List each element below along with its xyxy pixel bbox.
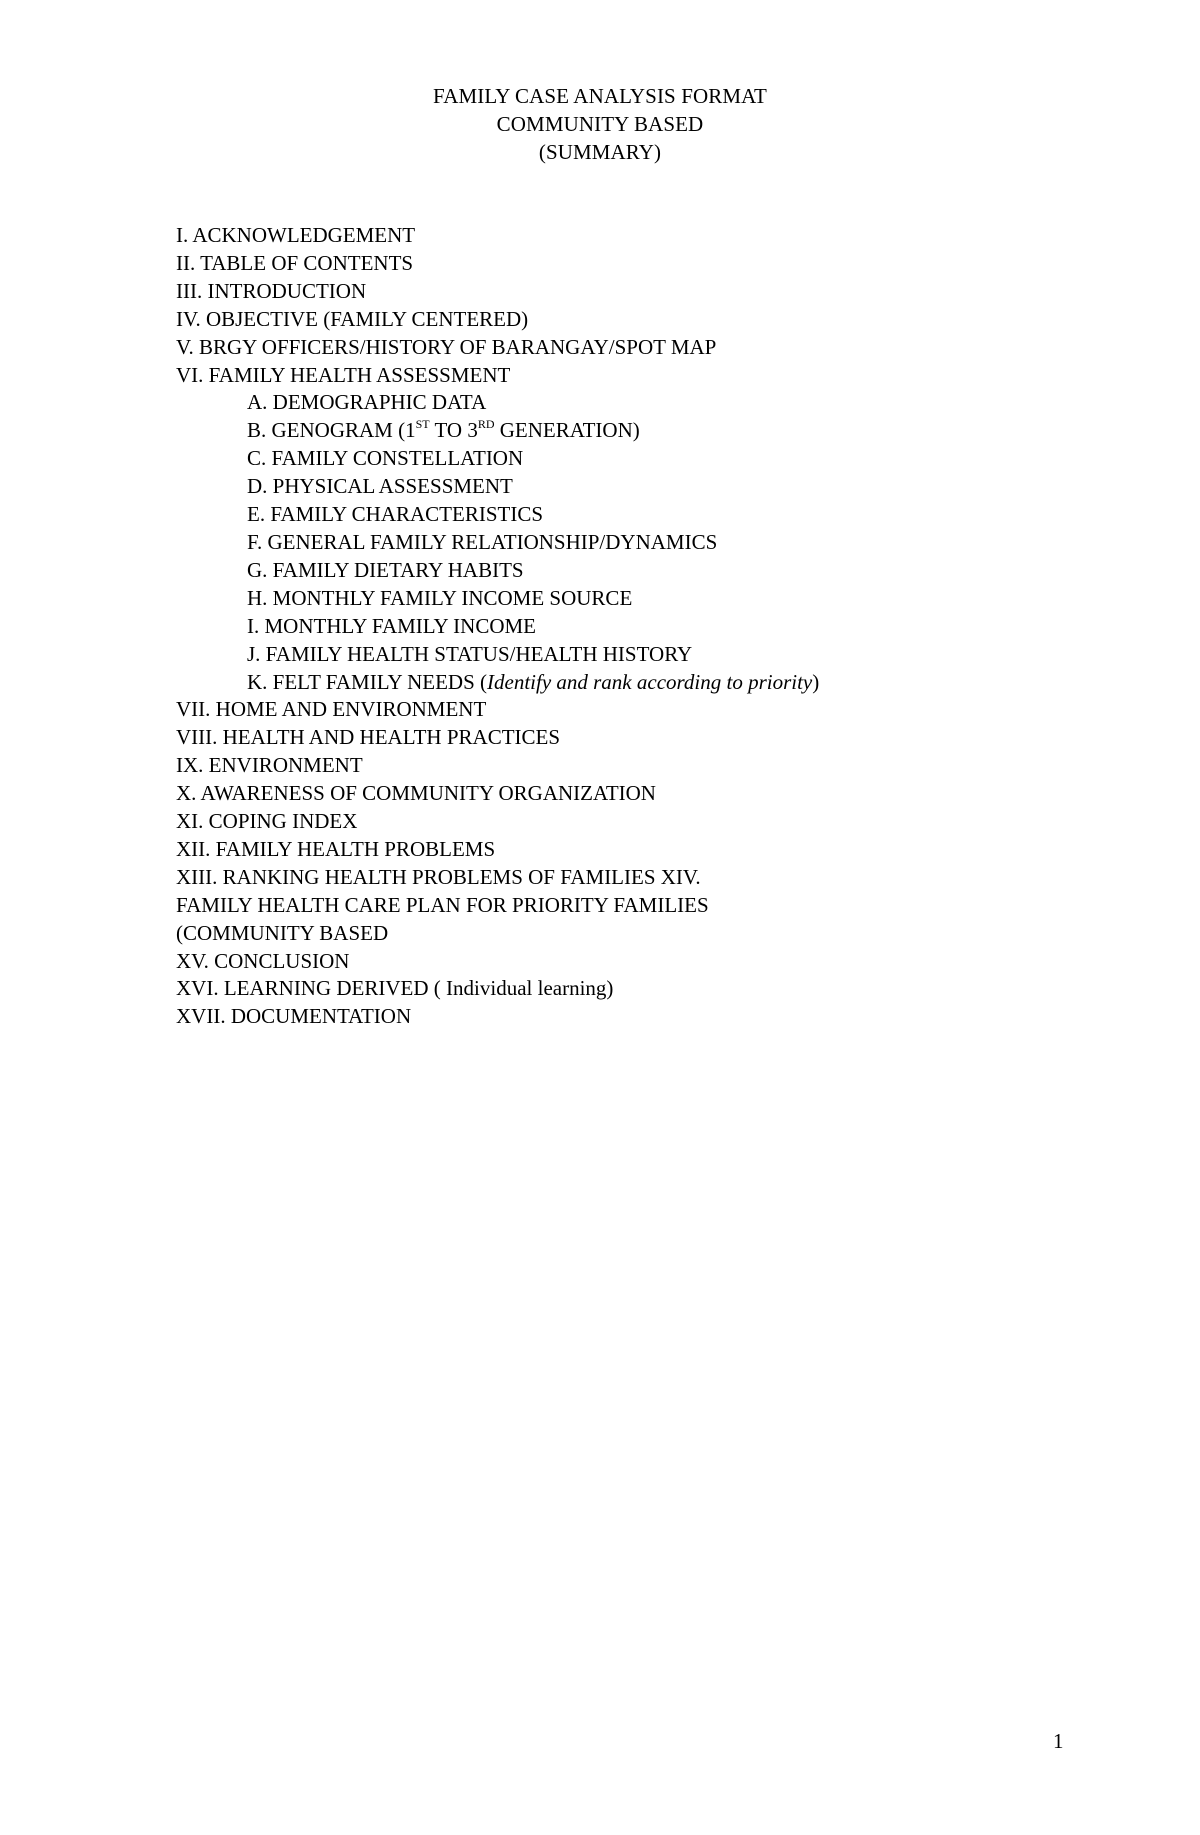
genogram-text-suffix: GENERATION) [494,418,640,443]
toc-item: III. INTRODUCTION [176,278,367,303]
felt-needs-suffix: ) [812,669,820,694]
title-line-3: (SUMMARY) [538,140,662,164]
toc-subitem: J. FAMILY HEALTH STATUS/HEALTH HISTORY [247,641,693,666]
document-title [0,82,1200,166]
table-of-contents [176,222,1076,1031]
toc-item: XVI. LEARNING DERIVED ( Individual learning) [176,976,614,1001]
toc-item: XIII. RANKING HEALTH PROBLEMS OF FAMILIES XIV. [176,864,701,889]
toc-item: XI. COPING INDEX [176,809,358,834]
toc-item: XV. CONCLUSION [176,948,350,973]
toc-subitem: D. PHYSICAL ASSESSMENT [247,474,513,499]
superscript-rd: RD [477,417,495,432]
toc-subitem: E. FAMILY CHARACTERISTICS [247,502,543,527]
toc-item: XVII. DOCUMENTATION [176,1004,412,1029]
superscript-st: ST [415,417,430,432]
toc-subitem: I. MONTHLY FAMILY INCOME [247,613,536,638]
toc-item: X. AWARENESS OF COMMUNITY ORGANIZATION [176,781,656,806]
toc-item: IX. ENVIRONMENT [176,753,363,778]
toc-subitem: G. FAMILY DIETARY HABITS [247,557,524,582]
genogram-text-prefix: B. GENOGRAM (1 [247,418,416,443]
toc-subitem-genogram [176,417,1076,445]
title-line-2: COMMUNITY BASED [496,112,704,136]
toc-item: FAMILY HEALTH CARE PLAN FOR PRIORITY FAMILIES [176,892,709,917]
toc-subitem-felt-needs [176,669,1076,697]
toc-item: I. ACKNOWLEDGEMENT [176,223,416,247]
toc-item: XII. FAMILY HEALTH PROBLEMS [176,836,496,861]
toc-item: II. TABLE OF CONTENTS [176,250,414,275]
toc-subitem: A. DEMOGRAPHIC DATA [247,390,487,415]
toc-item: VI. FAMILY HEALTH ASSESSMENT [176,362,511,387]
genogram-text-mid: TO 3 [429,418,478,443]
toc-item: (COMMUNITY BASED [176,920,389,945]
toc-subitem: H. MONTHLY FAMILY INCOME SOURCE [247,585,633,610]
toc-item: IV. OBJECTIVE (FAMILY CENTERED) [176,306,529,331]
toc-item: VII. HOME AND ENVIRONMENT [176,697,487,722]
title-line-1: FAMILY CASE ANALYSIS FORMAT [433,84,767,108]
felt-needs-italic-note: Identify and rank according to priority [487,669,813,694]
page-number: 1 [1053,1729,1064,1753]
toc-item: V. BRGY OFFICERS/HISTORY OF BARANGAY/SPOT MAP [176,334,717,359]
felt-needs-prefix: K. FELT FAMILY NEEDS ( [247,669,487,694]
toc-item: VIII. HEALTH AND HEALTH PRACTICES [176,725,561,750]
toc-subitem: C. FAMILY CONSTELLATION [247,446,524,471]
toc-subitem: F. GENERAL FAMILY RELATIONSHIP/DYNAMICS [247,529,718,554]
